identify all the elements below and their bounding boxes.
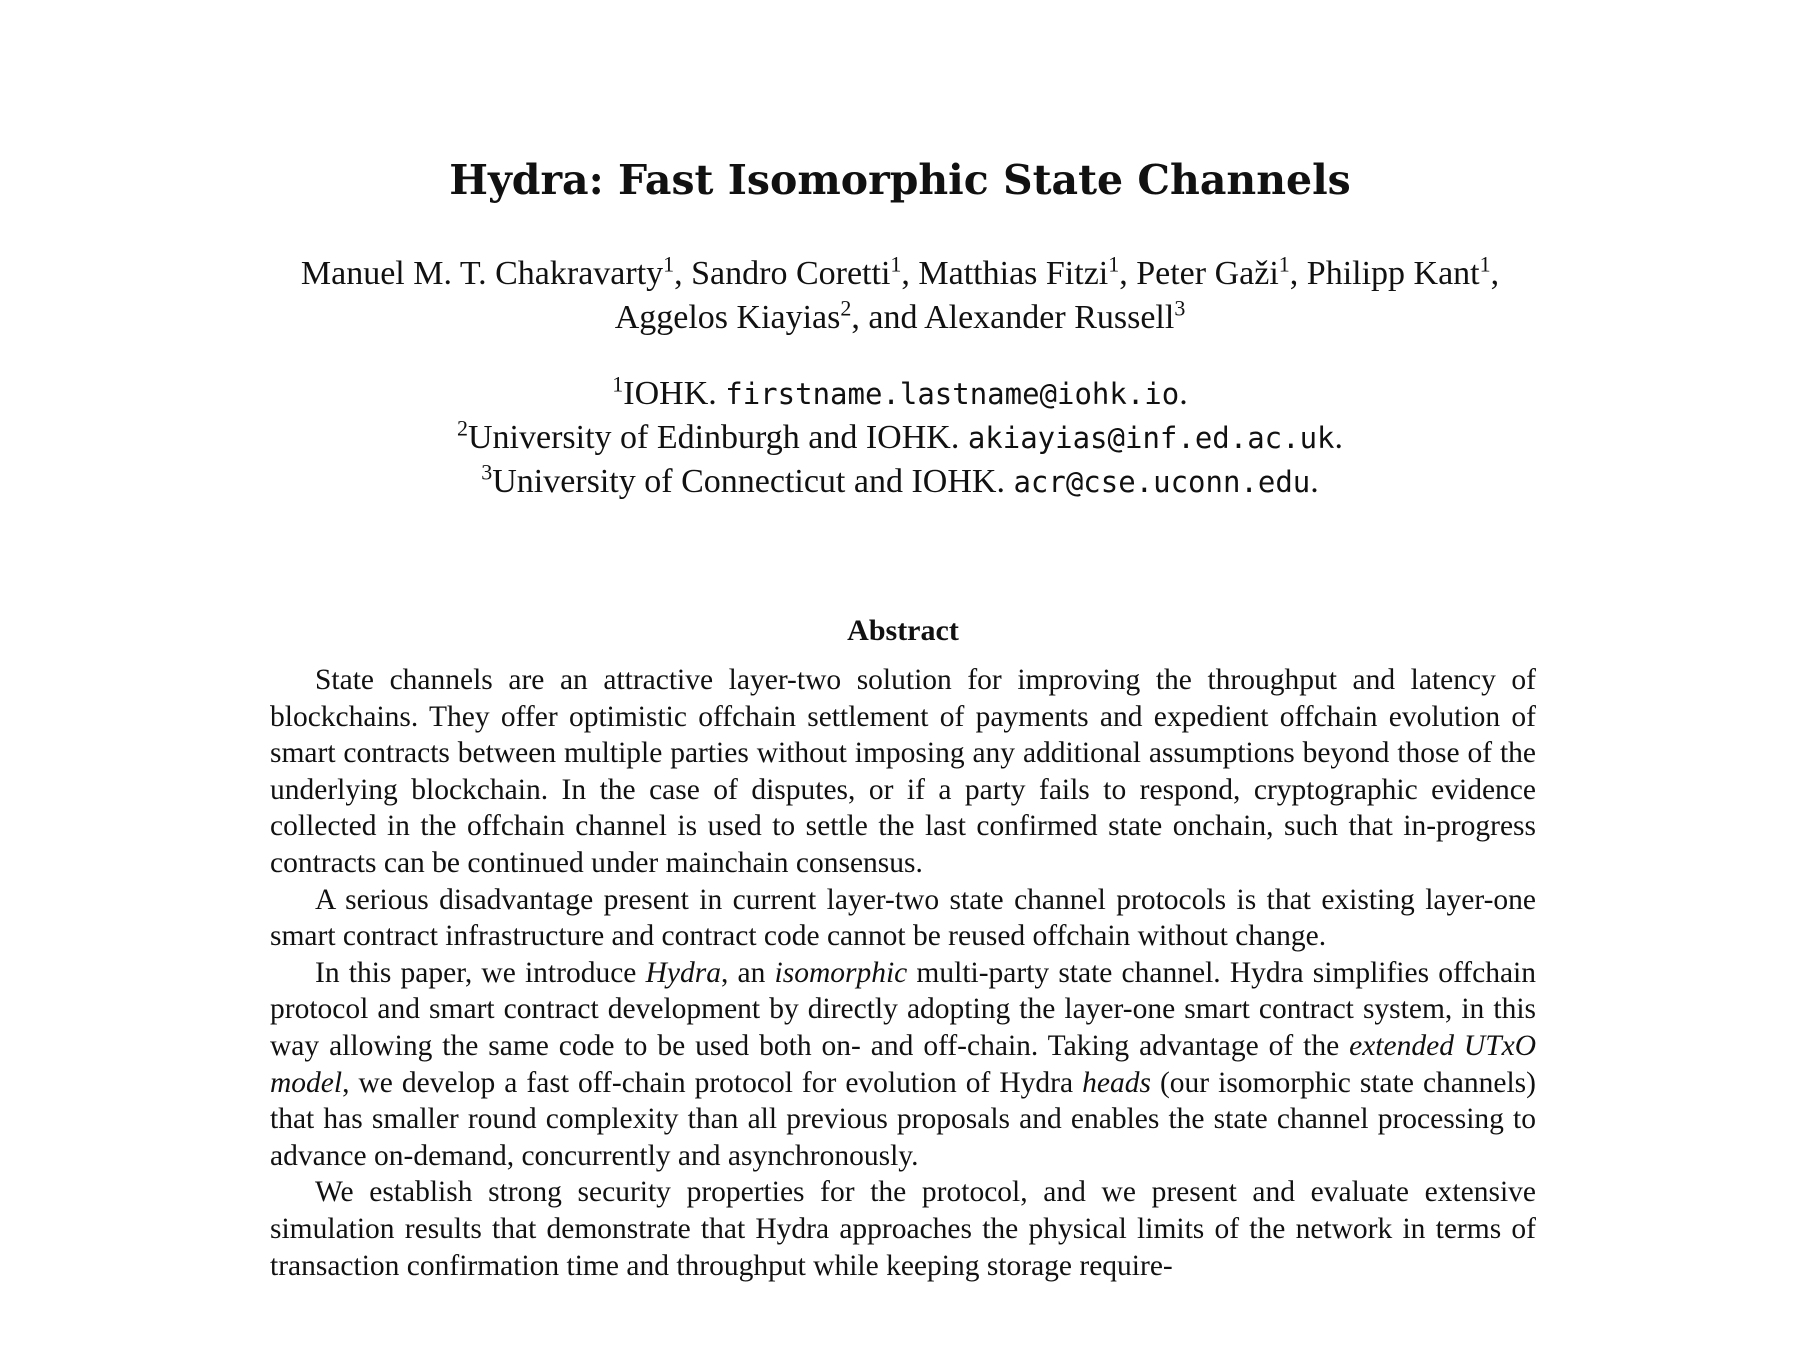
paper-title: Hydra: Fast Isomorphic State Channels bbox=[449, 156, 1351, 204]
affiliation: $^1$IOHK. firstname.lastname@iohk.io. bbox=[612, 371, 1188, 412]
affiliation: $^2$University of Edinburgh and IOHK. akiayias@inf.ed.ac.uk. bbox=[456, 415, 1343, 456]
abstract-body bbox=[270, 662, 1536, 1284]
abstract-paragraph: We establish strong security properties for the protocol, and we present and evaluate extensive simulation results that demonstrate that Hydra approaches the physical limits of the network in terms of transaction confirmation time and throughput while keeping storage require- bbox=[270, 1176, 1536, 1282]
author: Peter Gaži$^1$ bbox=[1136, 251, 1290, 292]
abstract-paragraph: State channels are an attractive layer-two solution for improving the throughput and latency of blockchains. They offer optimistic offchain settlement of payments and expedient offchain evolution of smart contracts between multiple parties without imposing any additional assumptions beyond those of the underlying blockchain. In the case of disputes, or if a party fails to respond, cryptographic evidence collected in the offchain channel is used to settle the last confirmed state onchain, such that in-progress contracts can be continued under mainchain consensus. bbox=[270, 664, 1536, 879]
email-link[interactable]: firstname.lastname@iohk.io bbox=[725, 377, 1180, 411]
email-link[interactable]: acr@cse.uconn.edu bbox=[1013, 465, 1311, 499]
affiliation: $^3$University of Connecticut and IOHK. acr@cse.uconn.edu. bbox=[481, 459, 1319, 500]
abstract-paragraph: In this paper, we introduce Hydra, an isomorphic multi-party state channel. Hydra simplifies offchain protocol and smart contract development by directly adopting the layer-one smart contract system, in this way allowing the same code to be used both on- and off-chain. Taking advantage of the extended UTxO model, we develop a fast off-chain protocol for evolution of Hydra heads (our isomorphic state channels) that has smaller round complexity than all previous proposals and enables the state channel processing to advance on-demand, concurrently and asynchronously. bbox=[270, 956, 1536, 1172]
author: Matthias Fitzi$^1$ bbox=[918, 251, 1120, 292]
author: Aggelos Kiayias$^2$ bbox=[614, 295, 852, 336]
abstract-paragraph: A serious disadvantage present in current layer-two state channel protocols is that existing layer-one smart contract infrastructure and contract code cannot be reused offchain without change. bbox=[270, 883, 1536, 953]
author: Sandro Coretti$^1$ bbox=[691, 251, 902, 292]
author: Manuel M. T. Chakravarty$^1$ bbox=[300, 251, 675, 292]
author: Alexander Russell$^3$ bbox=[924, 295, 1186, 336]
email-link[interactable]: akiayias@inf.ed.ac.uk bbox=[967, 421, 1335, 455]
author-list: Manuel M. T. Chakravarty$^1$, Sandro Coretti$^1$, Matthias Fitzi$^1$, Peter Gaži$^1$, Philipp Kant$^1$, Aggelos Kiayias$^2$, and Alexander Russell$^3$ bbox=[300, 251, 1500, 336]
author: Philipp Kant$^1$ bbox=[1306, 251, 1491, 292]
abstract-heading: Abstract bbox=[847, 614, 959, 647]
affiliation-list bbox=[150, 372, 1650, 504]
